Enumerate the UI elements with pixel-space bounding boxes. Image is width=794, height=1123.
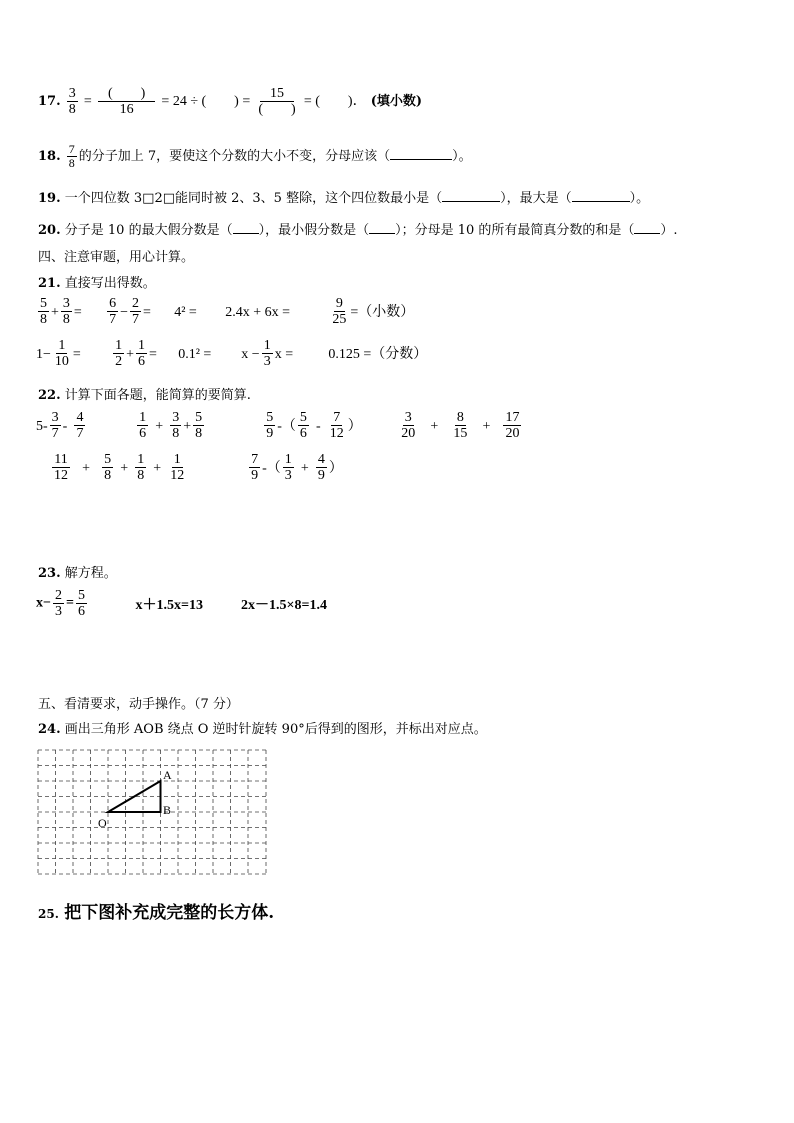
- denominator: 15: [453, 426, 468, 441]
- fraction: [316, 452, 327, 483]
- denominator: 8: [137, 468, 145, 483]
- question-text: 计算下面各题，能简算的要简算.: [64, 388, 251, 403]
- q23-equations: [36, 588, 327, 619]
- denominator: 8: [62, 312, 70, 327]
- denominator: 6: [138, 354, 145, 369]
- operator: +: [51, 305, 59, 320]
- denominator: 2: [115, 354, 123, 369]
- denominator: 20: [401, 426, 416, 441]
- fraction: [135, 452, 146, 483]
- suffix: x =: [274, 347, 294, 362]
- denominator: 12: [54, 468, 68, 483]
- equation-2: x＋1.5x=13: [135, 597, 203, 613]
- fraction: [136, 338, 147, 369]
- hint-text: (填小数): [370, 94, 423, 109]
- denominator: 6: [77, 604, 85, 619]
- operator: +: [430, 419, 439, 434]
- prefix: 5-: [36, 419, 48, 434]
- question-text: 画出三角形 AOB 绕点 O 逆时针旋转 90°后得到的图形，并标出对应点。: [64, 722, 487, 737]
- numerator: 15: [260, 86, 294, 102]
- fraction: [283, 452, 294, 483]
- fraction: [102, 452, 113, 483]
- denominator: 3: [54, 604, 62, 619]
- equals-sign: =: [65, 595, 74, 611]
- fraction: [193, 410, 204, 441]
- q22-row-2: [50, 452, 343, 483]
- numerator: 17: [505, 410, 520, 425]
- numerator: 5: [40, 296, 47, 311]
- fraction: [52, 452, 70, 483]
- question-number: 23.: [38, 566, 61, 581]
- question-number: 24.: [38, 722, 61, 737]
- operator: -: [315, 419, 321, 434]
- numerator-blank: ( ): [98, 86, 155, 102]
- equation-3: 2x－1.5×8=1.4: [241, 597, 327, 613]
- expression-end: = ( )．: [303, 94, 367, 109]
- fraction: [130, 296, 141, 327]
- question-20: [38, 219, 678, 238]
- fraction: [264, 410, 275, 441]
- q21-item: [111, 338, 173, 369]
- denominator: 8: [40, 312, 47, 327]
- numerator: 7: [333, 410, 341, 425]
- fraction: [61, 296, 72, 327]
- q21-row-1: [36, 296, 414, 327]
- numerator: 4: [76, 410, 84, 425]
- numerator: 1: [173, 452, 181, 467]
- rotation-grid-figure: [36, 748, 268, 876]
- operator: +: [126, 347, 134, 362]
- question-text-mid2: ）；分母是 10 的所有最简真分数的和是（: [395, 223, 635, 238]
- fraction: [107, 296, 118, 327]
- question-text-end: ）。: [629, 191, 650, 206]
- numerator: 1: [284, 452, 292, 467]
- numerator: 2: [54, 588, 62, 603]
- equals-sign: =: [143, 305, 151, 320]
- fraction: [451, 410, 469, 441]
- denominator: 7: [109, 312, 117, 327]
- question-22: [38, 384, 251, 403]
- numerator: 5: [195, 410, 203, 425]
- denominator: 8: [68, 102, 76, 117]
- denominator: 7: [132, 312, 139, 327]
- denominator: 20: [505, 426, 520, 441]
- q21-item: 0.125 =（分数）: [328, 347, 428, 362]
- prefix: 1−: [36, 347, 51, 362]
- q22-expression-5: [50, 452, 242, 483]
- operator: -（: [277, 419, 296, 434]
- fraction: [249, 452, 260, 483]
- question-text-mid: ），最大是（: [500, 191, 572, 206]
- answer-blank-max[interactable]: [572, 201, 630, 202]
- question-text-end: ）。: [452, 149, 472, 164]
- denominator: 3: [284, 468, 292, 483]
- operator: +: [300, 461, 309, 476]
- numerator: 5: [266, 410, 274, 425]
- question-17: [38, 86, 422, 117]
- equals-sign: =: [83, 94, 92, 109]
- q21-row-2: [36, 338, 427, 369]
- numerator: 1: [139, 410, 147, 425]
- fraction: [328, 410, 346, 441]
- q21-item: [105, 296, 169, 327]
- question-23: [38, 562, 117, 581]
- equals-sign: =（小数）: [350, 305, 415, 320]
- fraction: [98, 86, 155, 117]
- question-number: 22.: [38, 388, 61, 403]
- q22-expression-6: [247, 452, 343, 483]
- denominator: 12: [170, 468, 185, 483]
- numerator: 5: [299, 410, 307, 425]
- equals-sign: =: [73, 305, 82, 320]
- denominator: 12: [329, 426, 344, 441]
- numerator: 3: [62, 296, 70, 311]
- fraction: [330, 296, 348, 327]
- denominator: 3: [263, 354, 271, 369]
- prefix: x −: [241, 347, 260, 362]
- section-5-heading: 五、看清要求，动手操作。（7 分）: [38, 697, 239, 712]
- equals-sign: =: [149, 347, 157, 362]
- question-21: [38, 272, 156, 291]
- question-number: 20.: [38, 223, 61, 238]
- numerator: 2: [132, 296, 139, 311]
- denominator: 16: [119, 102, 134, 117]
- denominator: 7: [76, 426, 84, 441]
- numerator: 3: [51, 410, 59, 425]
- fraction: [76, 588, 87, 619]
- numerator: 1: [58, 338, 66, 353]
- q21-item: [241, 338, 323, 369]
- q22-row-1: [36, 410, 523, 441]
- denominator: 7: [51, 426, 59, 441]
- fraction: [67, 143, 77, 170]
- prefix: x−: [36, 595, 51, 611]
- question-text: 解方程。: [64, 566, 117, 581]
- question-number: 25.: [38, 907, 59, 921]
- numerator: 5: [77, 588, 85, 603]
- fraction: [298, 410, 309, 441]
- numerator: 3: [68, 86, 76, 101]
- q21-item: 0.1² =: [178, 347, 212, 362]
- question-text-mid1: ），最小假分数是（: [258, 223, 370, 238]
- answer-blank-3[interactable]: [634, 233, 660, 234]
- question-text: 把下图补充成完整的长方体.: [64, 903, 275, 923]
- label-o: O: [98, 816, 107, 830]
- question-text: 的分子加上 7，要使这个分数的大小不变，分母应该（: [78, 149, 391, 164]
- operator: +: [82, 461, 90, 476]
- denominator: 9: [251, 468, 259, 483]
- answer-blank-1[interactable]: [233, 233, 259, 234]
- numerator: 7: [68, 142, 75, 156]
- question-25: [38, 898, 274, 923]
- answer-blank-2[interactable]: [369, 233, 395, 234]
- fraction: [38, 296, 49, 327]
- fraction: [67, 86, 78, 117]
- question-number: 17.: [38, 94, 61, 109]
- q21-item: [36, 338, 106, 369]
- denominator: 10: [54, 354, 69, 369]
- q22-expression-3: [262, 410, 392, 441]
- question-number: 18.: [38, 149, 61, 164]
- section-4-heading: 四、注意审题，用心计算。: [38, 250, 195, 265]
- fraction: [53, 338, 71, 369]
- q22-expression-1: [36, 410, 130, 441]
- question-text-end: ）.: [660, 223, 678, 238]
- question-number: 19.: [38, 191, 61, 206]
- fraction: [170, 410, 181, 441]
- question-24: [38, 718, 487, 737]
- numerator: 1: [115, 338, 123, 353]
- expression-middle: = 24 ÷ ( ) =: [161, 94, 251, 109]
- numerator: 9: [335, 296, 343, 311]
- fraction: [53, 588, 64, 619]
- denominator: 6: [299, 426, 307, 441]
- q21-item: [36, 296, 100, 327]
- question-18: [38, 143, 472, 170]
- numerator: 3: [404, 410, 412, 425]
- fraction: [256, 86, 297, 117]
- denominator: 8: [172, 426, 180, 441]
- operator: +: [120, 461, 129, 476]
- label-b: B: [163, 803, 172, 817]
- fraction: [503, 410, 521, 441]
- question-19: [38, 187, 649, 206]
- q21-item: 2.4x + 6x =: [225, 305, 291, 320]
- fraction: [50, 410, 61, 441]
- equation-1: [36, 588, 132, 619]
- denominator: 9: [317, 468, 325, 483]
- bracket: ）: [347, 419, 362, 434]
- question-text: 一个四位数 3□2□能同时被 2、3、5 整除，这个四位数最小是（: [64, 191, 443, 206]
- operator: -: [62, 419, 68, 434]
- operator: +: [155, 419, 164, 434]
- numerator: 1: [137, 452, 145, 467]
- numerator: 8: [456, 410, 464, 425]
- q22-expression-4: [397, 410, 523, 441]
- fraction: [168, 452, 186, 483]
- numerator: 3: [172, 410, 180, 425]
- operator: -（: [262, 461, 281, 476]
- denominator: 8: [68, 156, 75, 170]
- question-text: 直接写出得数。: [64, 276, 156, 291]
- answer-blank[interactable]: [390, 159, 452, 160]
- q21-item: 4² =: [174, 305, 197, 320]
- denominator: 9: [266, 426, 274, 441]
- denominator-blank: ( ): [258, 102, 296, 117]
- denominator: 25: [332, 312, 347, 327]
- fraction: [74, 410, 85, 441]
- denominator: 8: [104, 468, 112, 483]
- denominator: 6: [139, 426, 147, 441]
- fraction: [137, 410, 148, 441]
- bracket: ）: [328, 461, 343, 476]
- question-text: 分子是 10 的最大假分数是（: [64, 223, 233, 238]
- numerator: 7: [251, 452, 259, 467]
- fraction: [113, 338, 124, 369]
- fraction: [262, 338, 273, 369]
- operator: −: [120, 305, 128, 320]
- label-a: A: [163, 768, 172, 782]
- q22-expression-2: [135, 410, 257, 441]
- operator: +: [482, 419, 491, 434]
- numerator: 4: [317, 452, 325, 467]
- denominator: 8: [195, 426, 203, 441]
- numerator: 5: [104, 452, 112, 467]
- q21-item: [328, 296, 414, 327]
- numerator: 6: [109, 296, 117, 311]
- numerator: 1: [263, 338, 271, 353]
- equals-sign: =: [72, 347, 81, 362]
- operator: +: [153, 461, 162, 476]
- answer-blank-min[interactable]: [442, 201, 500, 202]
- numerator: 1: [138, 338, 145, 353]
- fraction: [399, 410, 417, 441]
- numerator: 11: [54, 452, 68, 467]
- question-number: 21.: [38, 276, 61, 291]
- operator: +: [183, 419, 192, 434]
